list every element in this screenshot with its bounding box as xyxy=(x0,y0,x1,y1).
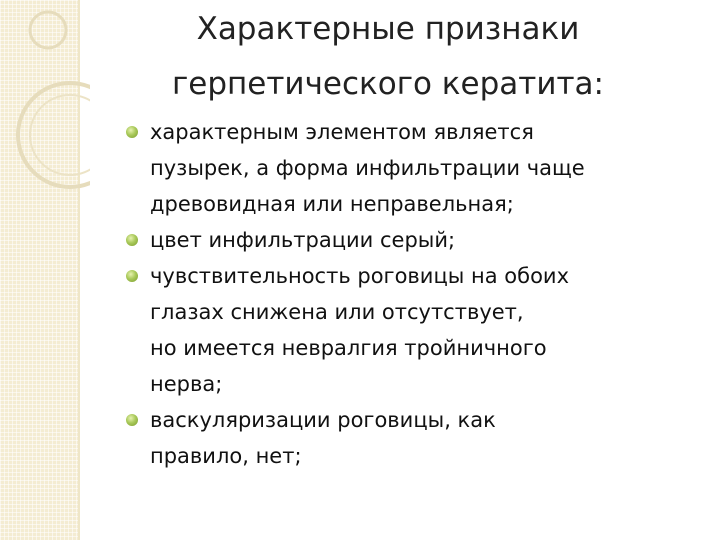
slide-title-line-2: герпетического кератита: xyxy=(172,66,604,102)
decorative-circles xyxy=(0,0,90,220)
bullet-icon xyxy=(126,270,138,282)
bullet-text-line: правило, нет; xyxy=(150,444,302,468)
bullet-text-line: древовидная или неправельная; xyxy=(150,192,514,216)
bullet-text-line: чувствительность роговицы на обоих xyxy=(150,264,570,288)
decorative-ring-small xyxy=(30,12,66,48)
bullet-text-line: характерным элементом является xyxy=(150,120,534,144)
bullet-text-line: цвет инфильтрации серый; xyxy=(150,228,456,252)
bullet-text-line: пузырек, а форма инфильтрации чаще xyxy=(150,156,585,180)
bullet-list xyxy=(130,114,690,474)
bullet-icon xyxy=(126,126,138,138)
bullet-text-line: но имеется невралгия тройничного xyxy=(150,336,547,360)
bullet-item xyxy=(130,402,690,474)
slide-title-line-1: Характерные признаки xyxy=(196,11,580,47)
bullet-item xyxy=(130,222,690,258)
bullet-item xyxy=(130,114,690,222)
slide-title xyxy=(108,2,668,112)
bullet-item xyxy=(130,258,690,402)
bullet-icon xyxy=(126,234,138,246)
bullet-icon xyxy=(126,414,138,426)
bullet-text-line: васкуляризации роговицы, как xyxy=(150,408,496,432)
bullet-text-line: глазах снижена или отсутствует, xyxy=(150,300,524,324)
bullet-text-line: нерва; xyxy=(150,372,223,396)
decorative-ring-inner xyxy=(30,95,90,175)
